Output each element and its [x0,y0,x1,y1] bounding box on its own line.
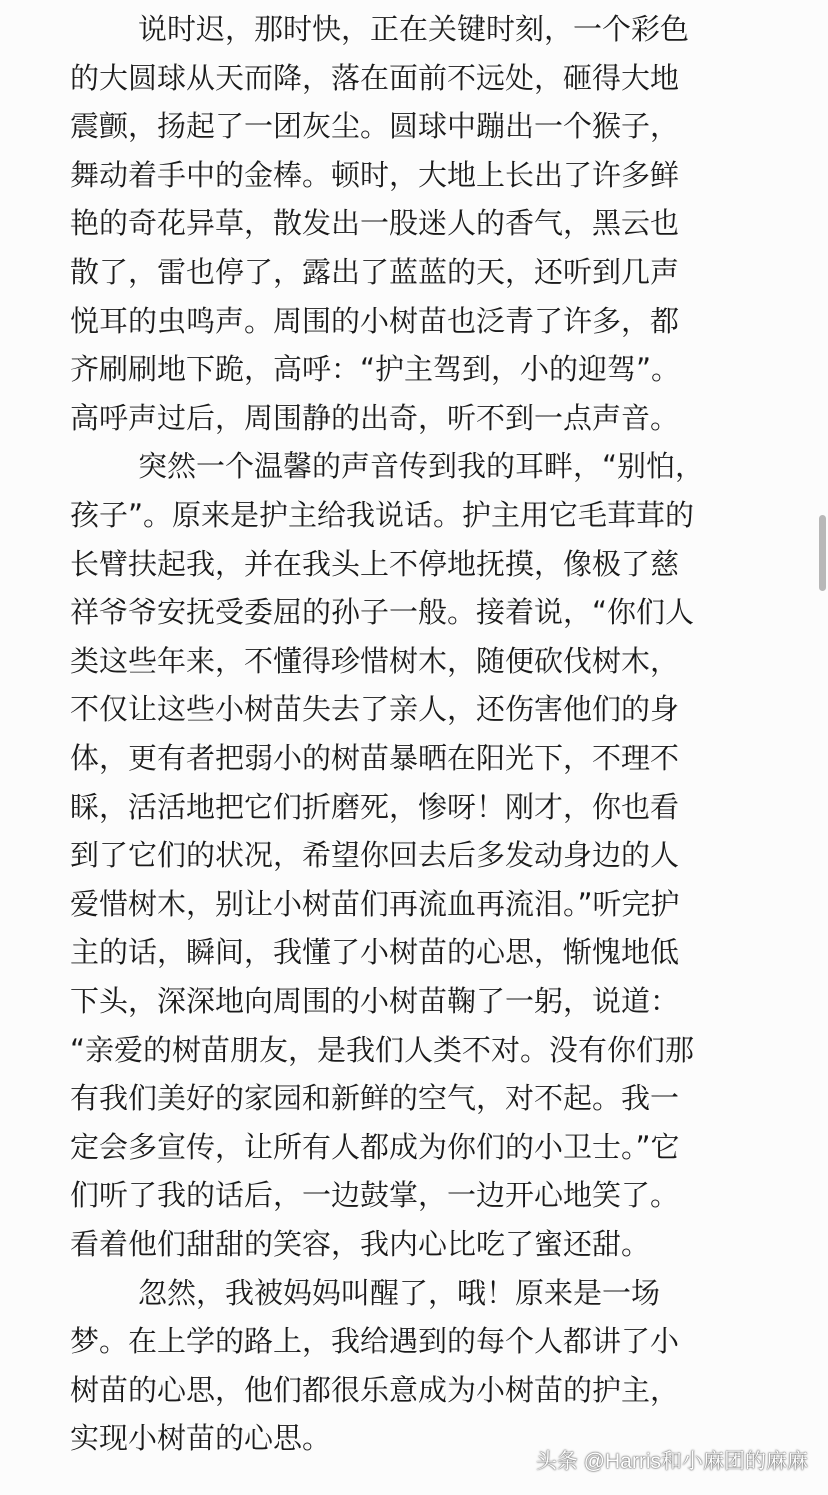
text-line: 震颤，扬起了一团灰尘。圆球中蹦出一个猴子， [70,109,680,144]
text-line: 实现小树苗的心思。 [70,1421,332,1456]
text-line: 类这些年来，不懂得珍惜树木，随便砍伐树木， [70,643,680,678]
text-line: 定会多宣传，让所有人都成为你们的小卫士。”它 [70,1129,680,1164]
text-line: 散了，雷也停了，露出了蓝蓝的天，还听到几声 [70,255,680,289]
text-line: 爱惜树木，别让小树苗们再流血再流泪。”听完护 [70,886,680,921]
scrollbar-thumb[interactable] [819,515,826,591]
text-line: 长臂扶起我，并在我头上不停地抚摸，像极了慈 [70,546,680,581]
text-line: “亲爱的树苗朋友，是我们人类不对。没有你们那 [70,1032,695,1067]
text-line: 舞动着手中的金棒。顿时，大地上长出了许多鲜 [70,157,680,192]
text-line: 说时迟，那时快，正在关键时刻，一个彩色 [138,12,690,46]
scrollbar[interactable] [816,0,828,1495]
text-line: 高呼声过后，周围静的出奇，听不到一点声音。 [70,400,680,435]
text-line: 体，更有者把弱小的树苗暴晒在阳光下，不理不 [70,741,680,775]
text-line: 的大圆球从天而降，落在面前不远处，砸得大地 [70,60,680,95]
text-line: 梦。在上学的路上，我给遇到的每个人都讲了小 [70,1324,680,1359]
text-line: 突然一个温馨的声音传到我的耳畔，“别怕， [138,449,705,484]
text-line: 艳的奇花异草，散发出一股迷人的香气，黑云也 [70,206,680,241]
text-line: 下头，深深地向周围的小树苗鞠了一躬，说道： [70,984,680,1018]
watermark: 头条 @Harris和小麻团的麻麻 [535,1450,808,1473]
text-line: 悦耳的虫鸣声。周围的小树苗也泛青了许多，都 [70,303,680,338]
text-line: 不仅让这些小树苗失去了亲人，还伤害他们的身 [70,692,680,727]
text-line: 睬，活活地把它们折磨死，惨呀！刚才，你也看 [70,789,680,824]
text-line: 有我们美好的家园和新鲜的空气，对不起。我一 [70,1081,680,1116]
text-line: 到了它们的状况，希望你回去后多发动身边的人 [70,838,680,873]
text-line: 孩子”。原来是护主给我说话。护主用它毛茸茸的 [70,498,695,532]
text-line: 看着他们甜甜的笑容，我内心比吃了蜜还甜。 [70,1227,651,1261]
text-line: 齐刷刷地下跪，高呼：“护主驾到，小的迎驾”。 [70,352,681,387]
text-line: 祥爷爷安抚受委屈的孙子一般。接着说，“你们人 [70,595,695,630]
text-line: 主的话，瞬间，我懂了小树苗的心思，惭愧地低 [70,935,680,970]
text-line: 忽然，我被妈妈叫醒了，哦！原来是一场 [138,1275,661,1310]
text-line: 们听了我的话后，一边鼓掌，一边开心地笑了。 [70,1178,680,1213]
text-line: 树苗的心思，他们都很乐意成为小树苗的护主， [70,1372,680,1407]
